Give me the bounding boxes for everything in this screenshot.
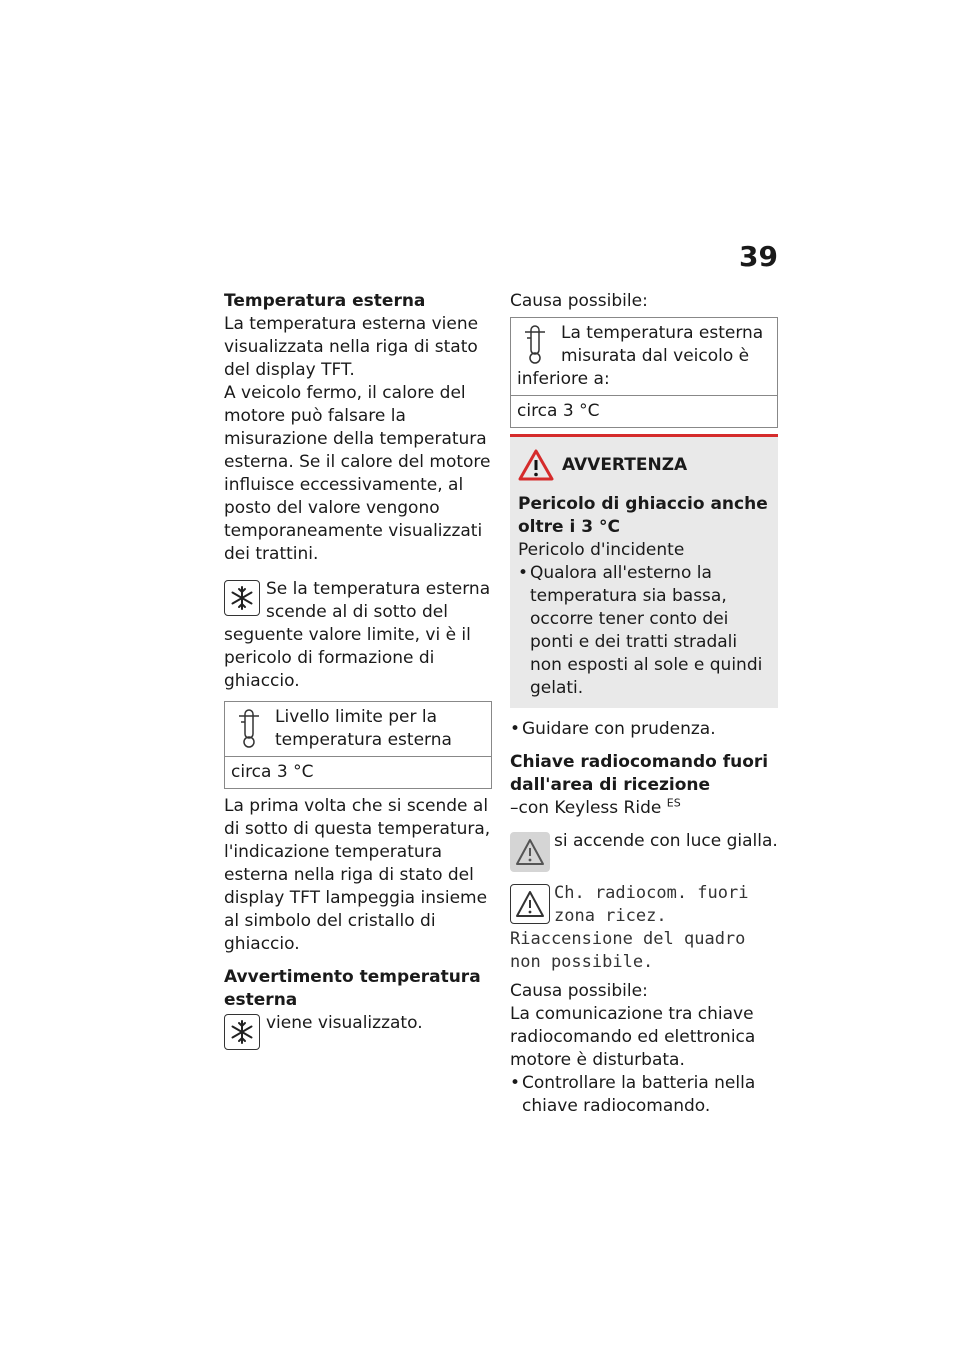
warning-triangle-icon xyxy=(518,449,554,481)
page-number: 39 xyxy=(739,240,778,273)
heading-temperature-warning: Avvertimento temperatura esterna xyxy=(224,967,481,1010)
paragraph: La prima volta che si scende al di sotto di questa temperatura, l'indicazione temperatura esterna nella riga di stato del display TFT lampeggia insieme al simbolo del cristallo di ghiaccio. xyxy=(224,796,491,954)
warning-title: AVVERTENZA xyxy=(518,449,770,481)
paragraph: La comunicazione tra chiave radiocomando ed elettronica motore è disturbata. xyxy=(510,1004,756,1070)
warning-list xyxy=(518,562,770,700)
warning-triangle-icon xyxy=(510,832,550,872)
measured-label: La temperatura esterna misurata dal veicolo è inferiore a: xyxy=(517,323,764,389)
limit-table xyxy=(224,701,492,789)
measured-table xyxy=(510,317,778,428)
warning-triangle-icon xyxy=(510,884,550,924)
limit-label: Livello limite per la temperatura esterna xyxy=(275,707,452,750)
warning-shown-paragraph xyxy=(224,1012,492,1050)
heading-key-out-of-range: Chiave radiocomando fuori dall'area di ricezione xyxy=(510,752,769,795)
warning-heading: Pericolo di ghiaccio anche oltre i 3 °C xyxy=(518,494,768,537)
snowflake-icon xyxy=(224,1014,260,1050)
paragraph: si accende con luce gialla. xyxy=(554,831,778,851)
thermometer-icon xyxy=(517,322,555,366)
display-message xyxy=(510,882,778,974)
measured-value: circa 3 °C xyxy=(511,396,778,428)
list-item: • Guidare con prudenza. xyxy=(510,718,778,741)
paragraph: Se la temperatura esterna scende al di sotto del seguente valore limite, vi è il pericolo di formazione di ghiaccio. xyxy=(224,579,491,691)
cause-label: Causa possibile: xyxy=(510,291,648,311)
cause-label: Causa possibile: xyxy=(510,981,648,1001)
list-item: • Qualora all'esterno la temperatura sia bassa, occorre tener conto dei ponti e dei tratti stradali non esposti al sole e quindi gelati. xyxy=(518,562,770,700)
bullet-list xyxy=(510,1072,778,1118)
snowflake-icon xyxy=(224,580,260,616)
keyless-note: –con Keyless Ride $^{ES}$ xyxy=(510,796,681,818)
left-column xyxy=(224,290,492,1050)
ice-warning-paragraph xyxy=(224,578,492,693)
paragraph: La temperatura esterna viene visualizzata nella riga di stato del display TFT. xyxy=(224,314,479,380)
paragraph: A veicolo fermo, il calore del motore può falsare la misurazione della temperatura esterna. Se il calore del motore influisce eccessivamente, al posto del valore vengono temporaneamente visualizzati dei trattini. xyxy=(224,383,491,564)
paragraph: viene visualizzato. xyxy=(266,1013,423,1033)
list-item: • Controllare la batteria nella chiave radiocomando. xyxy=(510,1072,778,1118)
bullet-list xyxy=(510,718,778,741)
warning-sub: Pericolo d'incidente xyxy=(518,540,685,560)
limit-value: circa 3 °C xyxy=(225,757,492,789)
right-column xyxy=(510,290,778,1118)
display-message-text: Ch. radiocom. fuori zona ricez. Riaccensione del quadro non possibile. xyxy=(510,883,749,972)
heading-outside-temperature: Temperatura esterna xyxy=(224,291,426,311)
warning-box xyxy=(510,434,778,708)
yellow-light-paragraph xyxy=(510,830,778,872)
thermometer-icon xyxy=(231,706,269,750)
